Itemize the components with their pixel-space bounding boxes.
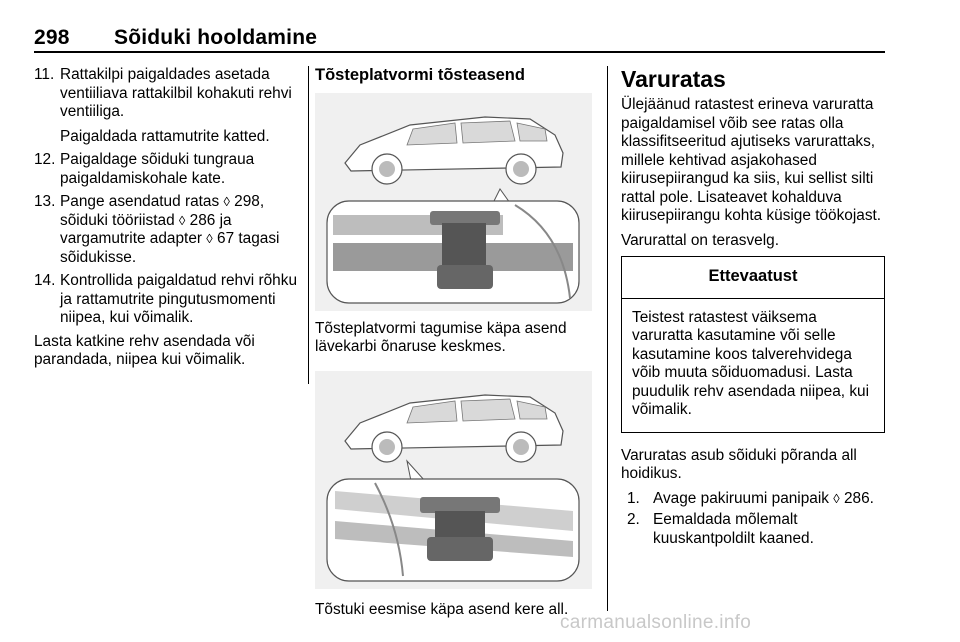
list-item bbox=[34, 272, 300, 328]
list-item bbox=[34, 66, 300, 146]
paragraph: Ülejäänud ratastest erineva varuratta paigaldamisel võib see ratas olla klassifitseeritud ajutiseks varurattaks, millele kehtivad asjakohased kiirusepiirangud ka siis, kui sellist silti rattal pole. Lisateavet kohalduva kiirusepiirangu kohta küsige töökojast. bbox=[621, 96, 882, 224]
item-number: 2. bbox=[627, 511, 640, 528]
watermark: carmanualsonline.info bbox=[560, 612, 752, 633]
column-2 bbox=[315, 66, 592, 619]
reference-arrow-icon: ◊ bbox=[223, 194, 230, 209]
item-text: Rattakilpi paigaldades asetada ventiiliava rattakilbil kohakuti rehvi ventiiliga. bbox=[60, 66, 292, 120]
closing-paragraph: Lasta katkine rehv asendada või parandada, niipea kui võimalik. bbox=[34, 332, 255, 368]
reference-arrow-icon: ◊ bbox=[206, 231, 213, 246]
list-item bbox=[34, 151, 300, 188]
page-reference-link[interactable]: 67 tagasi bbox=[217, 230, 280, 247]
caution-body: Teistest ratastest väiksema varuratta kasutamine või selle kasutamine koos talverehvidega võib muuta sõiduomadusi. Lasta puudulik rehv asendada niipea, kui võimalik. bbox=[632, 308, 870, 418]
car-lift-illustration bbox=[315, 371, 592, 589]
item-number: 12. bbox=[34, 151, 56, 168]
item-subtext: Paigaldada rattamutrite katted. bbox=[60, 127, 270, 145]
section-heading: Varuratas bbox=[621, 66, 726, 92]
steps-list bbox=[621, 490, 885, 549]
page-reference-link[interactable]: 286. bbox=[843, 489, 874, 507]
column-divider bbox=[607, 66, 608, 611]
figure-caption: Tõstuki eesmise käpa asend kere all. bbox=[315, 600, 569, 618]
item-number: 1. bbox=[627, 489, 640, 507]
column-1 bbox=[34, 66, 300, 370]
caution-box bbox=[621, 256, 885, 433]
caution-title: Ettevaatust bbox=[622, 257, 884, 299]
list-item bbox=[627, 511, 885, 548]
figure-caption: Tõsteplatvormi tagumise käpa asend lävekarbi õnaruse keskmes. bbox=[315, 319, 567, 355]
item-number: 14. bbox=[34, 272, 56, 289]
item-text: Eemaldada mõlemalt kuuskantpoldilt kaaned. bbox=[653, 511, 814, 547]
page-reference-link[interactable]: 298, bbox=[234, 193, 265, 210]
list-item bbox=[627, 490, 885, 509]
column-3 bbox=[621, 66, 885, 551]
car-lift-illustration bbox=[315, 93, 592, 311]
reference-arrow-icon: ◊ bbox=[178, 212, 186, 228]
header-rule bbox=[34, 51, 885, 53]
item-text: Kontrollida paigaldatud rehvi rõhku ja rattamutrite pingutusmomenti niipea, kui võimalik. bbox=[60, 272, 297, 326]
page-header bbox=[34, 26, 317, 50]
paragraph: Varurattal on terasvelg. bbox=[621, 231, 779, 249]
item-text: Pange asendatud ratas ◊ 298, sõiduki tööriistad ◊ 286 ja vargamutrite adapter ◊ 67 tagasi sõidukisse. bbox=[60, 193, 280, 266]
reference-arrow-icon: ◊ bbox=[833, 490, 840, 506]
page-number: 298 bbox=[34, 26, 70, 49]
item-number: 13. bbox=[34, 193, 56, 210]
figure-rear-lift-point bbox=[315, 93, 592, 311]
figure-front-lift-point bbox=[315, 371, 592, 589]
paragraph: Varuratas asub sõiduki põranda all hoidikus. bbox=[621, 446, 857, 482]
item-text: Avage pakiruumi panipaik ◊ 286. bbox=[653, 489, 874, 507]
list-item bbox=[34, 193, 300, 267]
page-title: Sõiduki hooldamine bbox=[114, 26, 318, 49]
section-heading: Tõsteplatvormi tõsteasend bbox=[315, 66, 525, 84]
page-reference-link[interactable]: 286 ja bbox=[189, 211, 232, 229]
item-text: Paigaldage sõiduki tungraua paigaldamiskohale kate. bbox=[60, 151, 255, 187]
column-divider bbox=[308, 66, 309, 384]
item-number: 11. bbox=[34, 66, 55, 83]
